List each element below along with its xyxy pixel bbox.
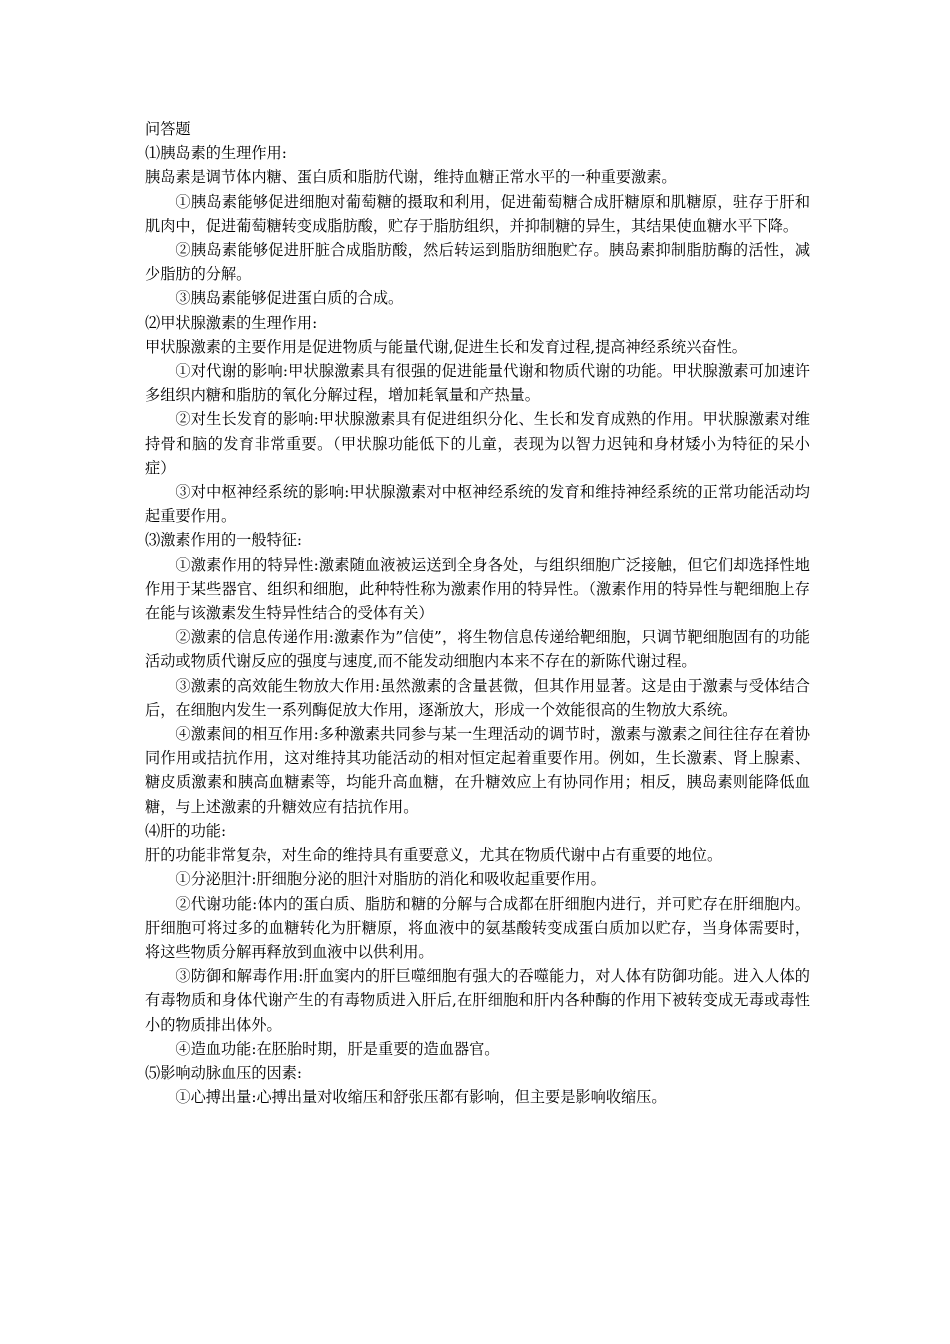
- section-heading: ⑵甲状腺激素的生理作用:: [145, 313, 318, 332]
- list-item: ④激素间的相互作用:多种激素共同参与某一生理活动的调节时，激素与激素之间往往存在着协同作用或拮抗作用，这对维持其功能活动的相对恒定起着重要作用。例如，生长激素、肾上腺素、糖皮质激素和胰高血糖素等，均能升高血糖，在升糖效应上有协同作用；相反，胰岛素则能降低血糖，与上述激素的升糖效应有拮抗作用。: [145, 725, 810, 816]
- section-thyroid: [145, 311, 810, 529]
- section-heading: ⑴胰岛素的生理作用:: [145, 144, 287, 163]
- list-item: ①心搏出量:心搏出量对收缩压和舒张压都有影响，但主要是影响收缩压。: [175, 1088, 667, 1107]
- list-item: ②代谢功能:体内的蛋白质、脂肪和糖的分解与合成都在肝细胞内进行，并可贮存在肝细胞内。肝细胞可将过多的血糖转化为肝糖原，将血液中的氨基酸转变成蛋白质加以贮存，当身体需要时，将这些物质分解再释放到血液中以供利用。: [145, 894, 810, 961]
- document-title: 问答题: [145, 120, 191, 138]
- section-liver: [145, 819, 810, 1061]
- list-item: ③胰岛素能够促进蛋白质的合成。: [175, 289, 404, 308]
- list-item: ③对中枢神经系统的影响:甲状腺激素对中枢神经系统的发育和维持神经系统的正常功能活动均起重要作用。: [145, 483, 810, 526]
- section-insulin: [145, 141, 810, 310]
- list-item: ③激素的高效能生物放大作用:虽然激素的含量甚微，但其作用显著。这是由于激素与受体结合后，在细胞内发生一系列酶促放大作用，逐渐放大，形成一个效能很高的生物放大系统。: [145, 676, 810, 719]
- section-intro: 甲状腺激素的主要作用是促进物质与能量代谢,促进生长和发育过程,提高神经系统兴奋性。: [145, 337, 747, 356]
- list-item: ②激素的信息传递作用:激素作为”信使”，将生物信息传递给靶细胞，只调节靶细胞固有的功能活动或物质代谢反应的强度与速度,而不能发动细胞内本来不存在的新陈代谢过程。: [145, 628, 810, 671]
- document-page: [145, 117, 810, 1109]
- list-item: ②对生长发育的影响:甲状腺激素具有促进组织分化、生长和发育成熟的作用。甲状腺激素对维持骨和脑的发育非常重要。（甲状腺功能低下的儿童，表现为以智力迟钝和身材矮小为特征的呆小症）: [145, 410, 810, 477]
- section-blood-pressure: [145, 1061, 810, 1109]
- list-item: ③防御和解毒作用:肝血窦内的肝巨噬细胞有强大的吞噬能力，对人体有防御功能。进入人体的有毒物质和身体代谢产生的有毒物质进入肝后,在肝细胞和肝内各种酶的作用下被转变成无毒或毒性小的物质排出体外。: [145, 967, 810, 1034]
- list-item: ①激素作用的特异性:激素随血液被运送到全身各处，与组织细胞广泛接触，但它们却选择性地作用于某些器官、组织和细胞，此种特性称为激素作用的特异性。（激素作用的特异性与靶细胞上存在能与该激素发生特异性结合的受体有关）: [145, 555, 810, 623]
- section-hormone-features: [145, 528, 810, 818]
- section-heading: ⑸影响动脉血压的因素:: [145, 1063, 302, 1082]
- list-item: ④造血功能:在胚胎时期，肝是重要的造血器官。: [175, 1039, 500, 1058]
- list-item: ②胰岛素能够促进肝脏合成脂肪酸，然后转运到脂肪细胞贮存。胰岛素抑制脂肪酶的活性，减少脂肪的分解。: [145, 241, 810, 284]
- section-intro: 肝的功能非常复杂，对生命的维持具有重要意义，尤其在物质代谢中占有重要的地位。: [145, 846, 723, 865]
- section-heading: ⑶激素作用的一般特征:: [145, 531, 302, 550]
- list-item: ①分泌胆汁:肝细胞分泌的胆汁对脂肪的消化和吸收起重要作用。: [175, 870, 606, 889]
- section-heading: ⑷肝的功能:: [145, 821, 227, 840]
- list-item: ①对代谢的影响:甲状腺激素具有很强的促进能量代谢和物质代谢的功能。甲状腺激素可加速许多组织内糖和脂肪的氧化分解过程，增加耗氧量和产热量。: [145, 362, 810, 405]
- list-item: ①胰岛素能够促进细胞对葡萄糖的摄取和利用，促进葡萄糖合成肝糖原和肌糖原，驻存于肝和肌肉中，促进葡萄糖转变成脂肪酸，贮存于脂肪组织，并抑制糖的异生，其结果使血糖水平下降。: [145, 192, 810, 235]
- section-intro: 胰岛素是调节体内糖、蛋白质和脂肪代谢，维持血糖正常水平的一种重要激素。: [145, 168, 677, 187]
